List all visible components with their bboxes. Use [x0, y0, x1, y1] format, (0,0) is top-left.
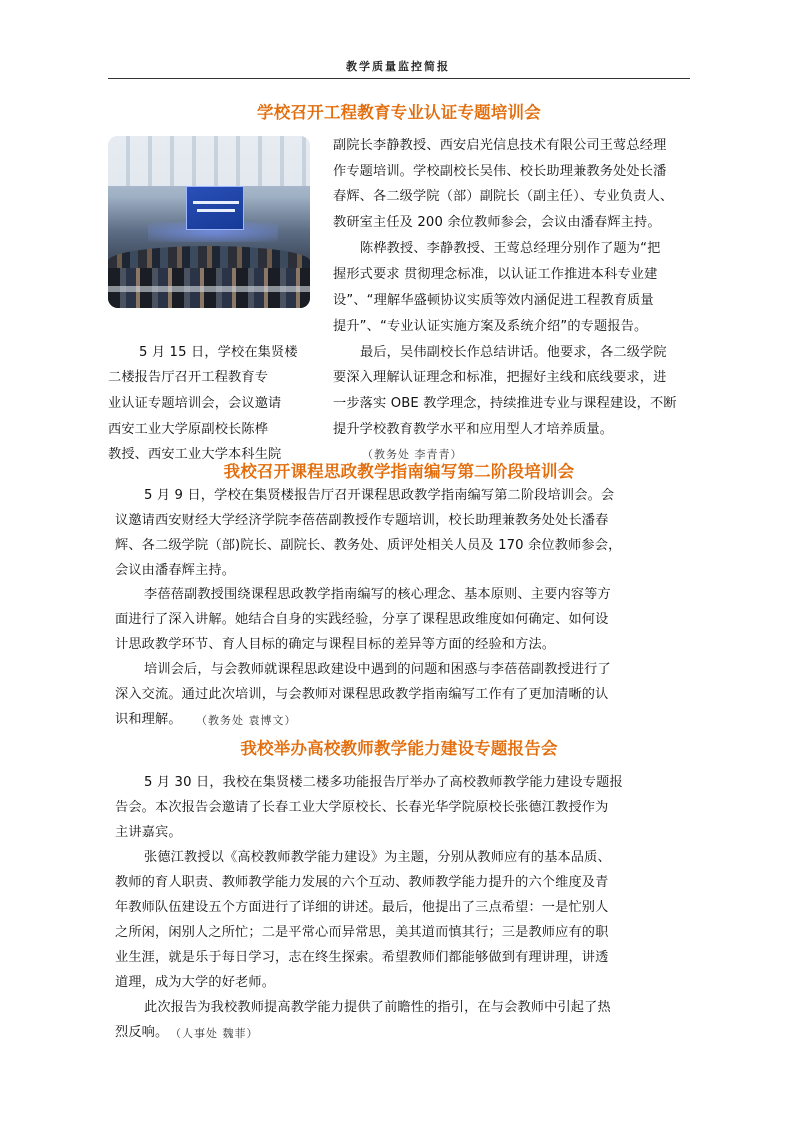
article-1-left-line: 二楼报告厅召开工程教育专	[108, 370, 269, 385]
article-1-text-line: 握形式要求 贯彻理念标准，以认证工作推进本科专业建	[333, 267, 658, 282]
article-1-text-line: 要深入理解认证理念和标准，把握好主线和底线要求，进	[333, 370, 667, 385]
article-3-text-line: 主讲嘉宾。	[115, 825, 182, 840]
article-1-text-line: 提升学校教育教学水平和应用型人才培养质量。	[333, 422, 614, 437]
article-3-text-line: 告会。本次报告会邀请了长春工业大学原校长、长春光华学院原校长张德江教授作为	[115, 800, 609, 815]
article-3-text-line: 此次报告为我校教师提高教学能力提供了前瞻性的指引，在与会教师中引起了热	[144, 1000, 611, 1015]
article-1-text-line: 最后，吴伟副校长作总结讲话。他要求，各二级学院	[360, 345, 667, 360]
article-3-text-line: 5 月 30 日，我校在集贤楼二楼多功能报告厅举办了高校教师教学能力建设专题报	[144, 775, 623, 790]
article-3-text-line: 烈反响。	[115, 1025, 169, 1040]
article-1-text-line: 副院长李静教授、西安启光信息技术有限公司王莺总经理	[333, 138, 667, 153]
article-1-text-line: 提升”、“专业认证实施方案及系统介绍”的专题报告。	[333, 319, 648, 334]
page-header-title: 教学质量监控简报	[346, 60, 450, 73]
conference-photo	[108, 136, 310, 308]
article-2-text-line: 培训会后，与会教师就课程思政建设中遇到的问题和困惑与李蓓蓓副教授进行了	[144, 662, 611, 677]
article-3-text-line: 张德江教授以《高校教师教学能力建设》为主题，分别从教师应有的基本品质、	[144, 850, 611, 865]
article-2-text-line: 5 月 9 日，学校在集贤楼报告厅召开课程思政教学指南编写第二阶段培训会。会	[144, 488, 615, 503]
article-1-left-line: 5 月 15 日，学校在集贤楼	[139, 345, 298, 360]
article-2-byline: （教务处 袁博文）	[196, 714, 297, 727]
article-1-left-line: 教授、西安工业大学本科生院	[108, 447, 282, 462]
article-3-text-line: 教师的育人职责、教师教学能力发展的六个互动、教师教学能力提升的六个维度及青	[115, 875, 609, 890]
header-divider	[108, 78, 690, 79]
article-3-text-line: 之所闲，闲别人之所忙；二是平常心而异常思，美其道而慎其行；三是教师应有的职	[115, 925, 609, 940]
article-2-text-line: 识和理解。	[115, 712, 182, 727]
article-2-text-line: 计思政教学环节、育人目标的确定与课程目标的差异等方面的经验和方法。	[115, 637, 556, 652]
article-1-text-line: 一步落实 OBE 教学理念，持续推进专业与课程建设，不断	[333, 396, 677, 411]
article-3-byline: （人事处 魏菲）	[170, 1027, 259, 1040]
article-1-text-line: 作专题培训。学校副校长吴伟、校长助理兼教务处处长潘	[333, 164, 667, 179]
article-2-title: 我校召开课程思政教学指南编写第二阶段培训会	[223, 462, 575, 481]
article-1-text-line: 陈桦教授、李静教授、王莺总经理分别作了题为“把	[360, 241, 661, 256]
article-1-byline: （教务处 李青青）	[362, 448, 463, 461]
article-2-text-line: 议邀请西安财经大学经济学院李蓓蓓副教授作专题培训，校长助理兼教务处处长潘春	[115, 513, 609, 528]
article-1-left-line: 西安工业大学原副校长陈桦	[108, 422, 269, 437]
article-2-text-line: 辉、各二级学院（部)院长、副院长、教务处、质评处相关人员及 170 余位教师参会，	[115, 538, 622, 553]
article-1-left-line: 业认证专题培训会，会议邀请	[108, 396, 282, 411]
article-3-title: 我校举办高校教师教学能力建设专题报告会	[240, 739, 558, 758]
article-2-text-line: 深入交流。通过此次培训，与会教师对课程思政教学指南编写工作有了更加清晰的认	[115, 687, 609, 702]
article-1-text-line: 春辉、各二级学院（部）副院长（副主任）、专业负责人、	[333, 189, 674, 204]
article-2-text-line: 面进行了深入讲解。她结合自身的实践经验，分享了课程思政维度如何确定、如何设	[115, 612, 609, 627]
article-1-text-line: 设”、“理解华盛顿协议实质等效内涵促进工程教育质量	[333, 293, 654, 308]
article-2-text-line: 李蓓蓓副教授围绕课程思政教学指南编写的核心理念、基本原则、主要内容等方	[144, 587, 611, 602]
article-3-text-line: 道理，成为大学的好老师。	[115, 975, 276, 990]
article-3-text-line: 业生涯，就是乐于每日学习，志在终生探索。希望教师们都能够做到有理讲理，讲透	[115, 950, 609, 965]
article-1-title: 学校召开工程教育专业认证专题培训会	[257, 103, 541, 122]
article-2-text-line: 会议由潘春辉主持。	[115, 563, 236, 578]
article-1-text-line: 教研室主任及 200 余位教师参会，会议由潘春辉主持。	[333, 215, 661, 230]
article-3-text-line: 年教师队伍建设五个方面进行了详细的讲述。最后，他提出了三点希望：一是忙别人	[115, 900, 609, 915]
